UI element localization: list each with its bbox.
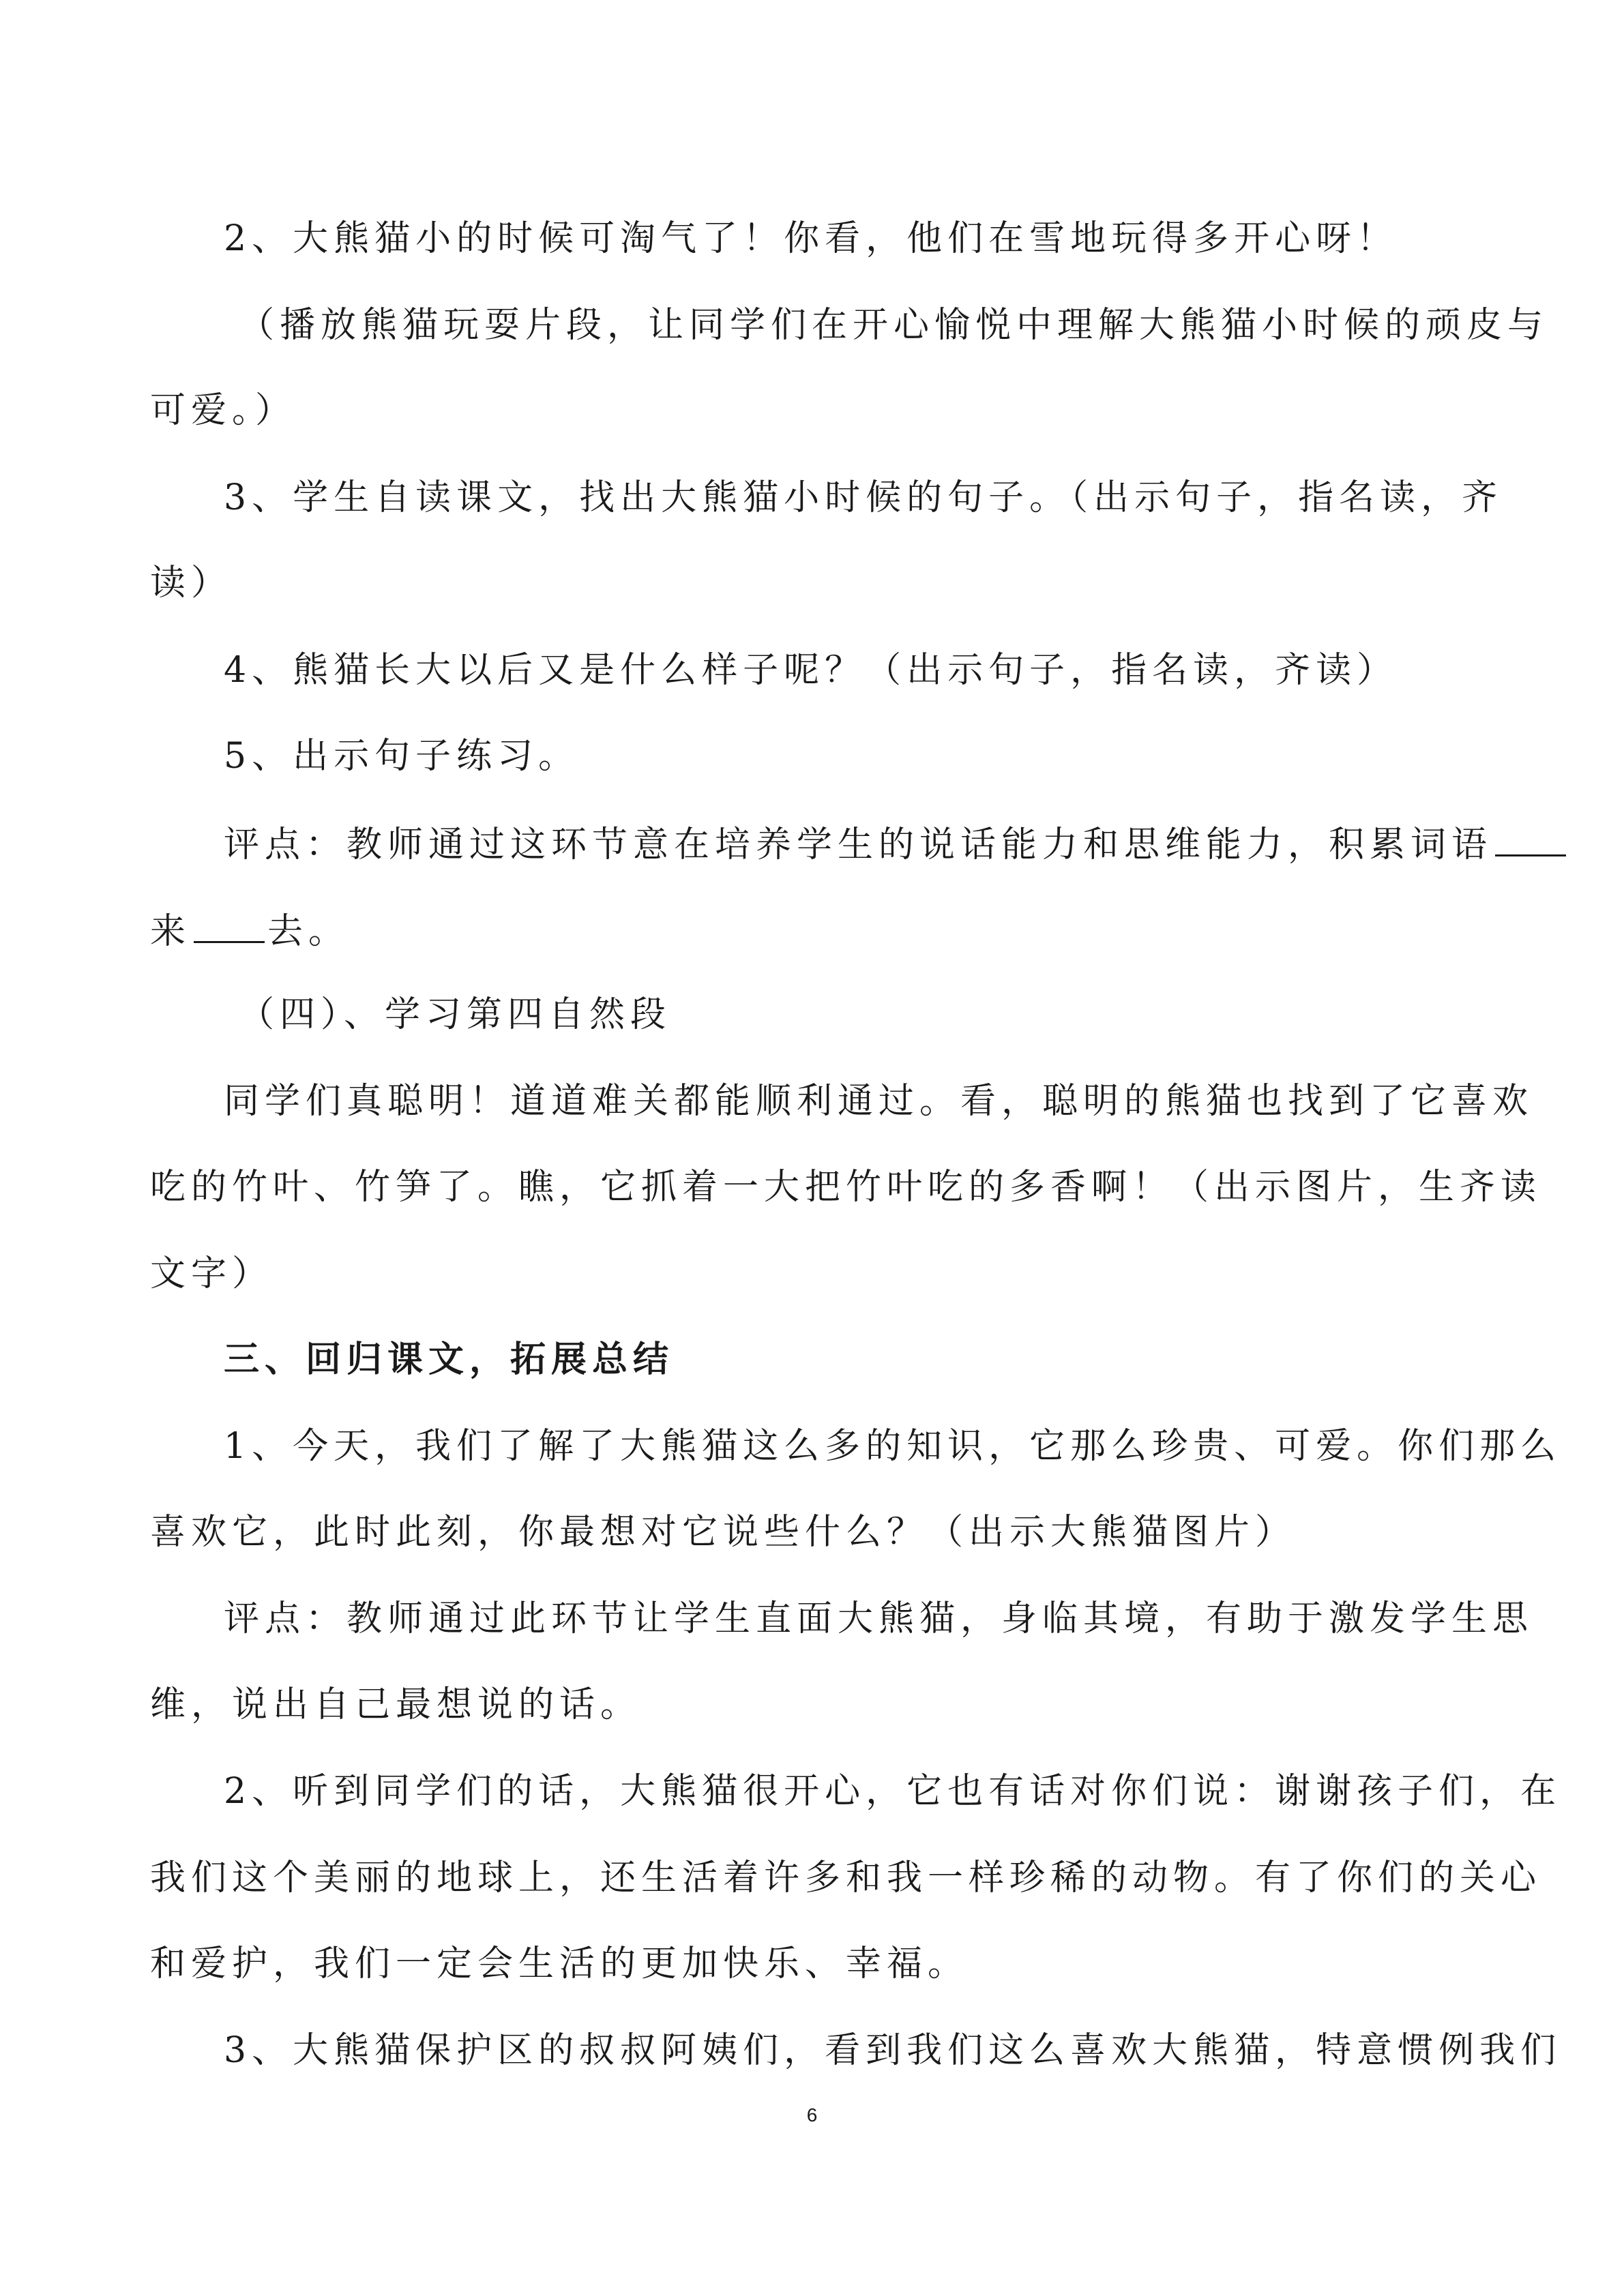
paragraph-line: 3、大熊猫保护区的叔叔阿姨们，看到我们这么喜欢大熊猫，特意惯例我们 [224,2030,1562,2071]
paragraph-line: 2、大熊猫小的时候可淘气了！你看，他们在雪地玩得多开心呀！ [224,218,1398,259]
paragraph-line: 5、出示句子练习。 [224,736,580,777]
paragraph-line: 3、学生自读课文，找出大熊猫小时候的句子。（出示句子，指名读，齐 [224,477,1503,518]
paragraph-line: 维，说出自己最想说的话。 [150,1684,642,1725]
section-heading: （四）、学习第四自然段 [239,994,672,1035]
paragraph-line: 可爱。） [150,390,297,431]
paragraph-line [0,901,1624,956]
paragraph-line: 4、熊猫长大以后又是什么样子呢？（出示句子，指名读，齐读） [224,650,1398,691]
paragraph-line: 我们这个美丽的地球上，还生活着许多和我一样珍稀的动物。有了你们的关心 [150,1858,1542,1898]
paragraph-text: 评点：教师通过这环节意在培养学生的说话能力和思维能力，积累词语 [224,824,1493,865]
paragraph-line: 评点：教师通过此环节让学生直面大熊猫，身临其境，有助于激发学生思 [224,1598,1534,1639]
paragraph-text: 来 [150,911,192,952]
paragraph-line: （播放熊猫玩耍片段，让同学们在开心愉悦中理解大熊猫小时候的顽皮与 [239,305,1549,346]
paragraph-line: 2、听到同学们的话，大熊猫很开心，它也有话对你们说：谢谢孩子们，在 [224,1771,1562,1812]
section-heading: 三、回归课文，拓展总结 [224,1339,675,1380]
paragraph-line: 读） [150,563,233,603]
fill-blank [194,901,265,943]
page-number: 6 [806,2104,818,2126]
paragraph-text: 去。 [267,911,350,952]
paragraph-line: 和爱护，我们一定会生活的更加快乐、幸福。 [150,1943,969,1984]
paragraph-line [0,815,1624,869]
paragraph-line: 文字） [150,1253,274,1294]
paragraph-line: 同学们真聪明！道道难关都能顺利通过。看，聪明的熊猫也找到了它喜欢 [224,1081,1534,1122]
paragraph-line: 1、今天，我们了解了大熊猫这么多的知识，它那么珍贵、可爱。你们那么 [224,1426,1562,1467]
paragraph-line: 喜欢它，此时此刻，你最想对它说些什么？（出示大熊猫图片） [150,1512,1297,1553]
paragraph-line: 吃的竹叶、竹笋了。瞧，它抓着一大把竹叶吃的多香啊！（出示图片，生齐读 [150,1167,1542,1208]
fill-blank [1495,815,1566,856]
